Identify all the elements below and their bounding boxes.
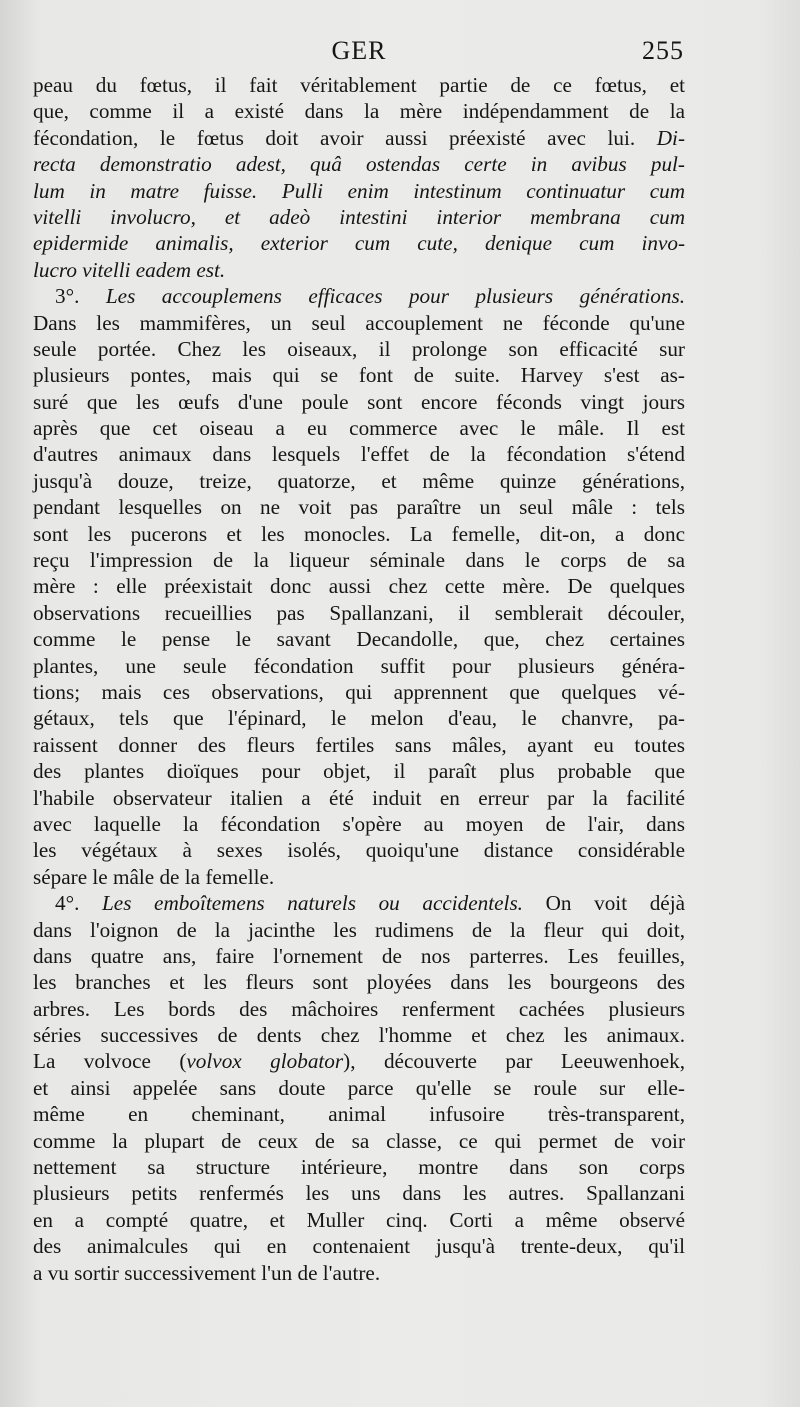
text-run: La volvoce (	[33, 1049, 187, 1074]
running-head: GER	[331, 36, 387, 65]
text-run: dans l'oignon de la jacinthe les rudimens de la fleur qui doit,	[33, 917, 685, 942]
text-line	[33, 996, 685, 1022]
text-run: les végétaux à sexes isolés, quoiqu'une distance considérable	[33, 838, 685, 863]
text-run: que, comme il a existé dans la mère indépendamment de la	[33, 99, 685, 124]
text-run: 3°.	[55, 284, 106, 309]
text-run: fécondation, le fœtus doit avoir aussi préexisté avec lui.	[33, 125, 657, 150]
page-header	[34, 36, 684, 72]
text-run: des animalcules qui en contenaient jusqu'à trente-deux, qu'il	[33, 1234, 685, 1259]
text-line	[33, 521, 685, 547]
text-line	[33, 890, 685, 916]
text-line	[33, 310, 685, 336]
text-line	[33, 441, 685, 467]
italic-text: Les emboîtemens naturels ou accidentels.	[102, 891, 523, 916]
text-line	[33, 758, 685, 784]
italic-text: epidermide animalis, exterior cum cute, denique cum invo-	[33, 231, 685, 256]
text-line	[33, 389, 685, 415]
text-line	[33, 494, 685, 520]
italic-text: lucro vitelli eadem est.	[33, 257, 226, 282]
text-run: sépare le mâle de la femelle.	[33, 864, 275, 889]
text-line	[33, 257, 685, 283]
text-line	[33, 415, 685, 441]
text-line	[33, 1260, 685, 1286]
text-run: d'autres animaux dans lesquels l'effet de la fécondation s'étend	[33, 442, 685, 467]
text-line	[33, 653, 685, 679]
text-line	[33, 600, 685, 626]
text-line	[33, 1154, 685, 1180]
text-line	[33, 1048, 685, 1074]
text-line	[33, 732, 685, 758]
text-line	[33, 178, 685, 204]
text-run: a vu sortir successivement l'un de l'autre.	[33, 1260, 381, 1285]
text-line	[33, 573, 685, 599]
text-run: Dans les mammifères, un seul accouplement ne féconde qu'une	[33, 310, 685, 335]
text-line	[33, 151, 685, 177]
text-run: tions; mais ces observations, qui apprennent que quelques vé-	[33, 679, 685, 704]
text-line	[33, 1180, 685, 1206]
text-run: suré que les œufs d'une poule sont encore féconds vingt jours	[33, 389, 685, 414]
text-run: comme le pense le savant Decandolle, que, chez certaines	[33, 627, 685, 652]
text-run: et ainsi appelée sans doute parce qu'elle se roule sur elle-	[33, 1075, 685, 1100]
text-run: ), découverte par Leeuwenhoek,	[343, 1049, 685, 1074]
italic-text: vitelli involucro, et adeò intestini interior membrana cum	[33, 204, 685, 229]
text-run: observations recueillies pas Spallanzani, il semblerait découler,	[33, 600, 685, 625]
italic-text: Di-	[656, 125, 685, 150]
text-run: dans quatre ans, faire l'ornement de nos parterres. Les feuilles,	[33, 943, 685, 968]
body-text	[33, 72, 685, 1286]
text-run: plantes, une seule fécondation suffit pour plusieurs généra-	[33, 653, 685, 678]
text-line	[33, 785, 685, 811]
text-line	[33, 72, 685, 98]
text-line	[33, 283, 685, 309]
text-run: On voit déjà	[522, 891, 685, 916]
text-line	[33, 1101, 685, 1127]
text-line	[33, 230, 685, 256]
text-line	[33, 1075, 685, 1101]
text-run: après que cet oiseau a eu commerce avec le mâle. Il est	[33, 416, 685, 441]
text-run: les branches et les fleurs sont ployées dans les bourgeons des	[33, 970, 685, 995]
text-run: gétaux, tels que l'épinard, le melon d'eau, le chanvre, pa-	[33, 706, 685, 731]
text-run: avec laquelle la fécondation s'opère au moyen de l'air, dans	[33, 811, 685, 836]
text-line	[33, 837, 685, 863]
text-run: sont les pucerons et les monocles. La femelle, dit-on, a donc	[33, 521, 685, 546]
text-line	[33, 1022, 685, 1048]
text-run: en a compté quatre, et Muller cinq. Corti a même observé	[33, 1207, 685, 1232]
text-run: raissent donner des fleurs fertiles sans mâles, ayant eu toutes	[33, 732, 685, 757]
text-line	[33, 336, 685, 362]
italic-text: recta demonstratio adest, quâ ostendas certe in avibus pul-	[33, 152, 685, 177]
text-run: nettement sa structure intérieure, montre dans son corps	[33, 1155, 685, 1180]
text-run: mère : elle préexistait donc aussi chez cette mère. De quelques	[33, 574, 685, 599]
text-line	[33, 204, 685, 230]
text-line	[33, 679, 685, 705]
italic-text: lum in matre fuisse. Pulli enim intestinum continuatur cum	[33, 178, 685, 203]
text-line	[33, 917, 685, 943]
text-run: pendant lesquelles on ne voit pas paraître un seul mâle : tels	[33, 495, 685, 520]
text-line	[33, 1233, 685, 1259]
text-line	[33, 1207, 685, 1233]
italic-text: Les accouplemens efficaces pour plusieurs générations.	[105, 284, 685, 309]
text-line	[33, 362, 685, 388]
text-run: plusieurs pontes, mais qui se font de suite. Harvey s'est as-	[33, 363, 685, 388]
text-line	[33, 705, 685, 731]
text-line	[33, 468, 685, 494]
page-number: 255	[642, 36, 684, 65]
text-run: reçu l'impression de la liqueur séminale dans le corps de sa	[33, 548, 685, 573]
text-line	[33, 969, 685, 995]
text-line	[33, 98, 685, 124]
text-run: 4°.	[55, 891, 102, 916]
text-run: même en cheminant, animal infusoire très-transparent,	[33, 1102, 685, 1127]
text-line	[33, 943, 685, 969]
text-line	[33, 626, 685, 652]
italic-text: volvox globator	[186, 1049, 344, 1074]
text-run: seule portée. Chez les oiseaux, il prolonge son efficacité sur	[33, 336, 685, 361]
text-line	[33, 1128, 685, 1154]
text-run: plusieurs petits renfermés les uns dans les autres. Spallanzani	[33, 1181, 685, 1206]
text-run: des plantes dioïques pour objet, il paraît plus probable que	[33, 759, 685, 784]
text-run: l'habile observateur italien a été induit en erreur par la facilité	[33, 785, 685, 810]
text-run: séries successives de dents chez l'homme et chez les animaux.	[33, 1023, 685, 1048]
text-run: jusqu'à douze, treize, quatorze, et même quinze générations,	[33, 468, 685, 493]
text-run: peau du fœtus, il fait véritablement partie de ce fœtus, et	[33, 73, 685, 97]
text-run: arbres. Les bords des mâchoires renferment cachées plusieurs	[33, 996, 685, 1021]
text-line	[33, 864, 685, 890]
text-line	[33, 547, 685, 573]
text-line	[33, 811, 685, 837]
text-line	[33, 125, 685, 151]
text-run: comme la plupart de ceux de sa classe, ce qui permet de voir	[33, 1128, 685, 1153]
